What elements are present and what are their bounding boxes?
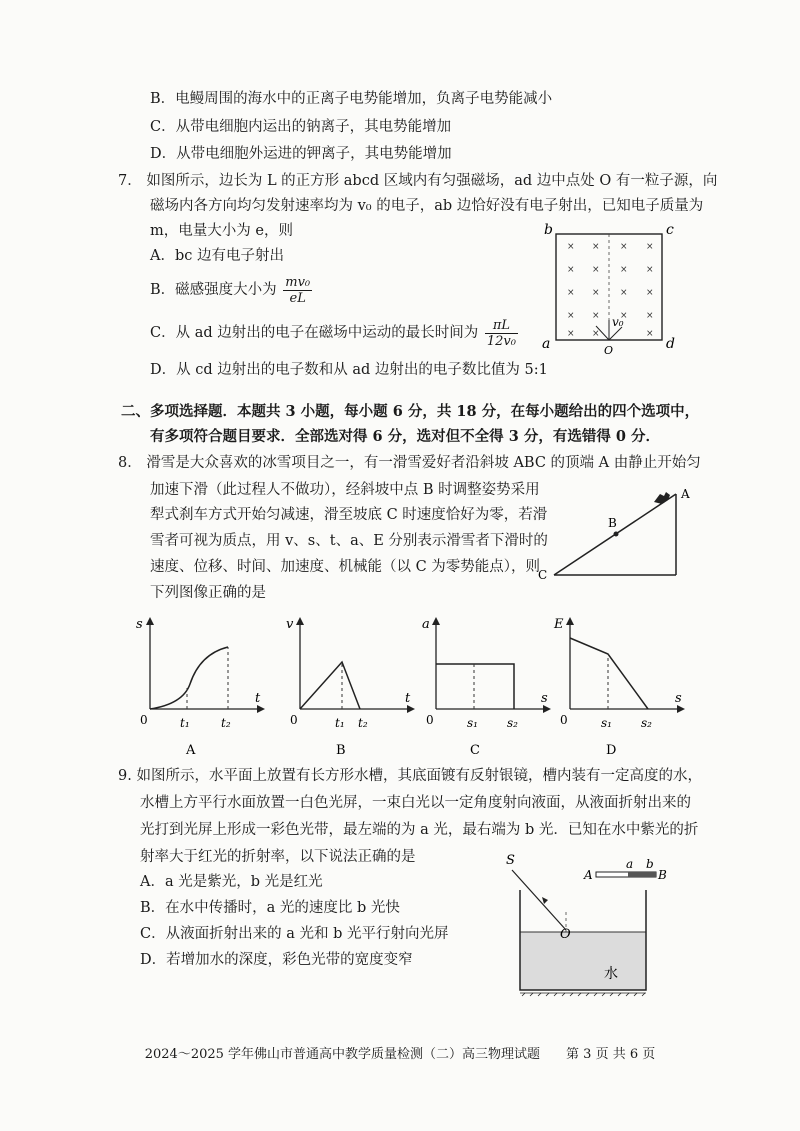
q9-stem-line3: 光打到光屏上形成一彩色光带，最左端的为 a 光，最右端为 b 光．已知在水中紫光的折: [140, 822, 699, 838]
svg-text:t₂: t₂: [358, 716, 368, 730]
q9-stem-line1: 9. 如图所示，水平面上放置有长方形水槽，其底面镀有反射银镜，槽内装有一定高度的水，: [118, 768, 702, 784]
source-o-label: O: [604, 344, 614, 357]
svg-text:0: 0: [426, 713, 434, 727]
silver-mirror-hatch: [520, 993, 646, 996]
slope-label-b: B: [608, 516, 617, 530]
svg-text:t₁: t₁: [180, 716, 190, 730]
curve-v-t: [300, 662, 360, 709]
q7-option-b-text: B．磁感强度大小为: [150, 282, 277, 298]
screen-end-a-label: A: [584, 868, 593, 882]
skier-icon: [654, 492, 670, 504]
graph-c-caption: C: [470, 743, 480, 758]
svg-text:s₁: s₁: [467, 716, 478, 730]
svg-text:×: ×: [592, 242, 600, 252]
q7-magnetic-field-figure: [540, 222, 690, 364]
svg-text:t: t: [255, 691, 261, 706]
svg-text:0: 0: [140, 713, 148, 727]
q8-slope-figure: [536, 482, 696, 586]
q9-stem-line4: 射率大于红光的折射率，以下说法正确的是: [140, 849, 416, 865]
svg-text:0: 0: [560, 713, 568, 727]
svg-text:×: ×: [620, 265, 628, 275]
slope-label-a: A: [681, 487, 690, 501]
q8-graph-c: [414, 612, 554, 766]
svg-text:×: ×: [592, 311, 600, 321]
q9-option-b: B．在水中传播时，a 光的速度比 b 光快: [140, 900, 400, 916]
corner-c-label: c: [666, 222, 674, 238]
q9-option-c: C．从液面折射出来的 a 光和 b 光平行射向光屏: [140, 926, 449, 942]
q7-option-b-numerator: mv₀: [285, 274, 311, 290]
water-body: [520, 932, 646, 990]
q7-option-b-fraction: [283, 275, 312, 306]
q8-stem-line1: 8． 滑雪是大众喜欢的冰雪项目之一，有一滑雪爱好者沿斜坡 ABC 的顶端 A 由静止开始匀: [118, 455, 701, 471]
svg-text:a: a: [422, 617, 430, 632]
svg-text:×: ×: [592, 288, 600, 298]
svg-text:E: E: [554, 617, 564, 632]
velocity-v0-label: v₀: [612, 315, 624, 329]
svg-text:×: ×: [620, 288, 628, 298]
svg-text:×: ×: [567, 242, 575, 252]
q9-stem-line2: 水槽上方平行水面放置一白色光屏，一束白光以一定角度射向液面，从液面折射出来的: [140, 795, 691, 811]
svg-text:×: ×: [567, 311, 575, 321]
point-b-dot: [614, 532, 619, 537]
q7-option-b-denominator: eL: [289, 290, 306, 306]
q6-option-c: C．从带电细胞内运出的钠离子，其电势能增加: [150, 119, 452, 135]
q7-option-c-text: C．从 ad 边射出的电子在磁场中运动的最长时间为: [150, 325, 479, 341]
section2-heading-line1: 二、多项选择题．本题共 3 小题，每小题 6 分，共 18 分，在每小题给出的四个选项中，: [121, 403, 700, 420]
q8-stem-line5: 速度、位移、时间、加速度、机械能（以 C 为零势能点），则: [150, 559, 541, 575]
svg-text:×: ×: [567, 288, 575, 298]
q7-option-c: [150, 315, 518, 351]
water-label: 水: [604, 966, 618, 982]
graph-b-caption: B: [336, 743, 346, 758]
svg-text:v: v: [286, 617, 294, 632]
light-a-label: a: [626, 857, 634, 871]
svg-text:×: ×: [620, 242, 628, 252]
q8-graph-a: [128, 612, 268, 766]
light-b-label: b: [646, 857, 654, 871]
corner-b-label: b: [544, 222, 553, 238]
q8-graph-b: [278, 612, 418, 766]
svg-text:t₁: t₁: [335, 716, 345, 730]
graph-d-caption: D: [606, 743, 617, 758]
curve-e-s: [570, 638, 648, 709]
svg-text:s₂: s₂: [641, 716, 652, 730]
screen-end-b-label: B: [658, 868, 667, 882]
q9-water-tank-figure: [500, 850, 690, 1009]
corner-a-label: a: [542, 336, 551, 352]
svg-text:×: ×: [567, 265, 575, 275]
curve-a-s: [436, 664, 514, 709]
svg-text:×: ×: [620, 311, 628, 321]
q6-option-b: B．电鳗周围的海水中的正离子电势能增加，负离子电势能减小: [150, 91, 553, 107]
q8-graph-d: [548, 612, 688, 766]
color-band: [628, 872, 656, 877]
svg-text:t: t: [405, 691, 411, 706]
q8-stem-line6: 下列图像正确的是: [150, 585, 266, 601]
q7-option-c-denominator: 12v₀: [486, 333, 516, 349]
svg-text:×: ×: [646, 329, 654, 339]
q7-option-a: A．bc 边有电子射出: [150, 248, 284, 264]
svg-text:×: ×: [646, 288, 654, 298]
svg-text:s: s: [541, 691, 548, 706]
svg-text:×: ×: [592, 265, 600, 275]
field-crosses: [567, 242, 654, 339]
svg-text:0: 0: [290, 713, 298, 727]
q8-stem-line4: 雪者可视为质点，用 v、s、t、a、E 分别表示滑雪者下滑时的: [150, 533, 548, 549]
q7-option-d: D．从 cd 边射出的电子数和从 ad 边射出的电子数比值为 5:1: [150, 362, 548, 378]
svg-text:s: s: [675, 691, 682, 706]
q9-option-d: D．若增加水的深度，彩色光带的宽度变窄: [140, 952, 413, 968]
section2-heading-line2: 有多项符合题目要求．全部选对得 6 分，选对但不全得 3 分，有选错得 0 分．: [150, 428, 661, 445]
q7-stem-line1: 7． 如图所示，边长为 L 的正方形 abcd 区域内有匀强磁场，ad 边中点处 O 有一粒子源，向: [118, 173, 718, 189]
q7-option-c-fraction: [485, 318, 518, 349]
svg-text:×: ×: [646, 242, 654, 252]
source-s-label: S: [506, 853, 515, 868]
q7-option-b: [150, 272, 312, 308]
curve-s-t: [150, 647, 228, 709]
slope-label-c: C: [538, 568, 548, 582]
q8-stem-line2: 加速下滑（此过程人不做功），经斜坡中点 B 时调整姿势采用: [150, 482, 540, 498]
svg-text:s₁: s₁: [601, 716, 612, 730]
svg-text:t₂: t₂: [221, 716, 231, 730]
q9-option-a: A．a 光是紫光，b 光是红光: [140, 874, 323, 890]
q7-stem-line3: m，电量大小为 e，则: [150, 223, 293, 239]
svg-text:×: ×: [592, 329, 600, 339]
svg-text:s₂: s₂: [507, 716, 518, 730]
q7-option-c-numerator: πL: [485, 318, 518, 334]
svg-text:×: ×: [646, 311, 654, 321]
q7-stem-line2: 磁场内各方向均匀发射速率均为 v₀ 的电子，ab 边恰好没有电子射出，已知电子质量为: [150, 198, 704, 214]
page-footer: 2024～2025 学年佛山市普通高中教学质量检测（二）高三物理试题 第 3 页 共 6 页: [144, 1047, 656, 1062]
q6-option-d: D．从带电细胞外运进的钾离子，其电势能增加: [150, 146, 452, 162]
svg-text:×: ×: [646, 265, 654, 275]
q8-stem-line3: 犁式刹车方式开始匀减速，滑至坡底 C 时速度恰好为零，若滑: [150, 507, 548, 523]
graph-a-caption: A: [186, 743, 196, 758]
point-o-label: O: [560, 927, 571, 942]
svg-text:×: ×: [567, 329, 575, 339]
svg-text:s: s: [136, 617, 143, 632]
corner-d-label: d: [666, 336, 675, 352]
